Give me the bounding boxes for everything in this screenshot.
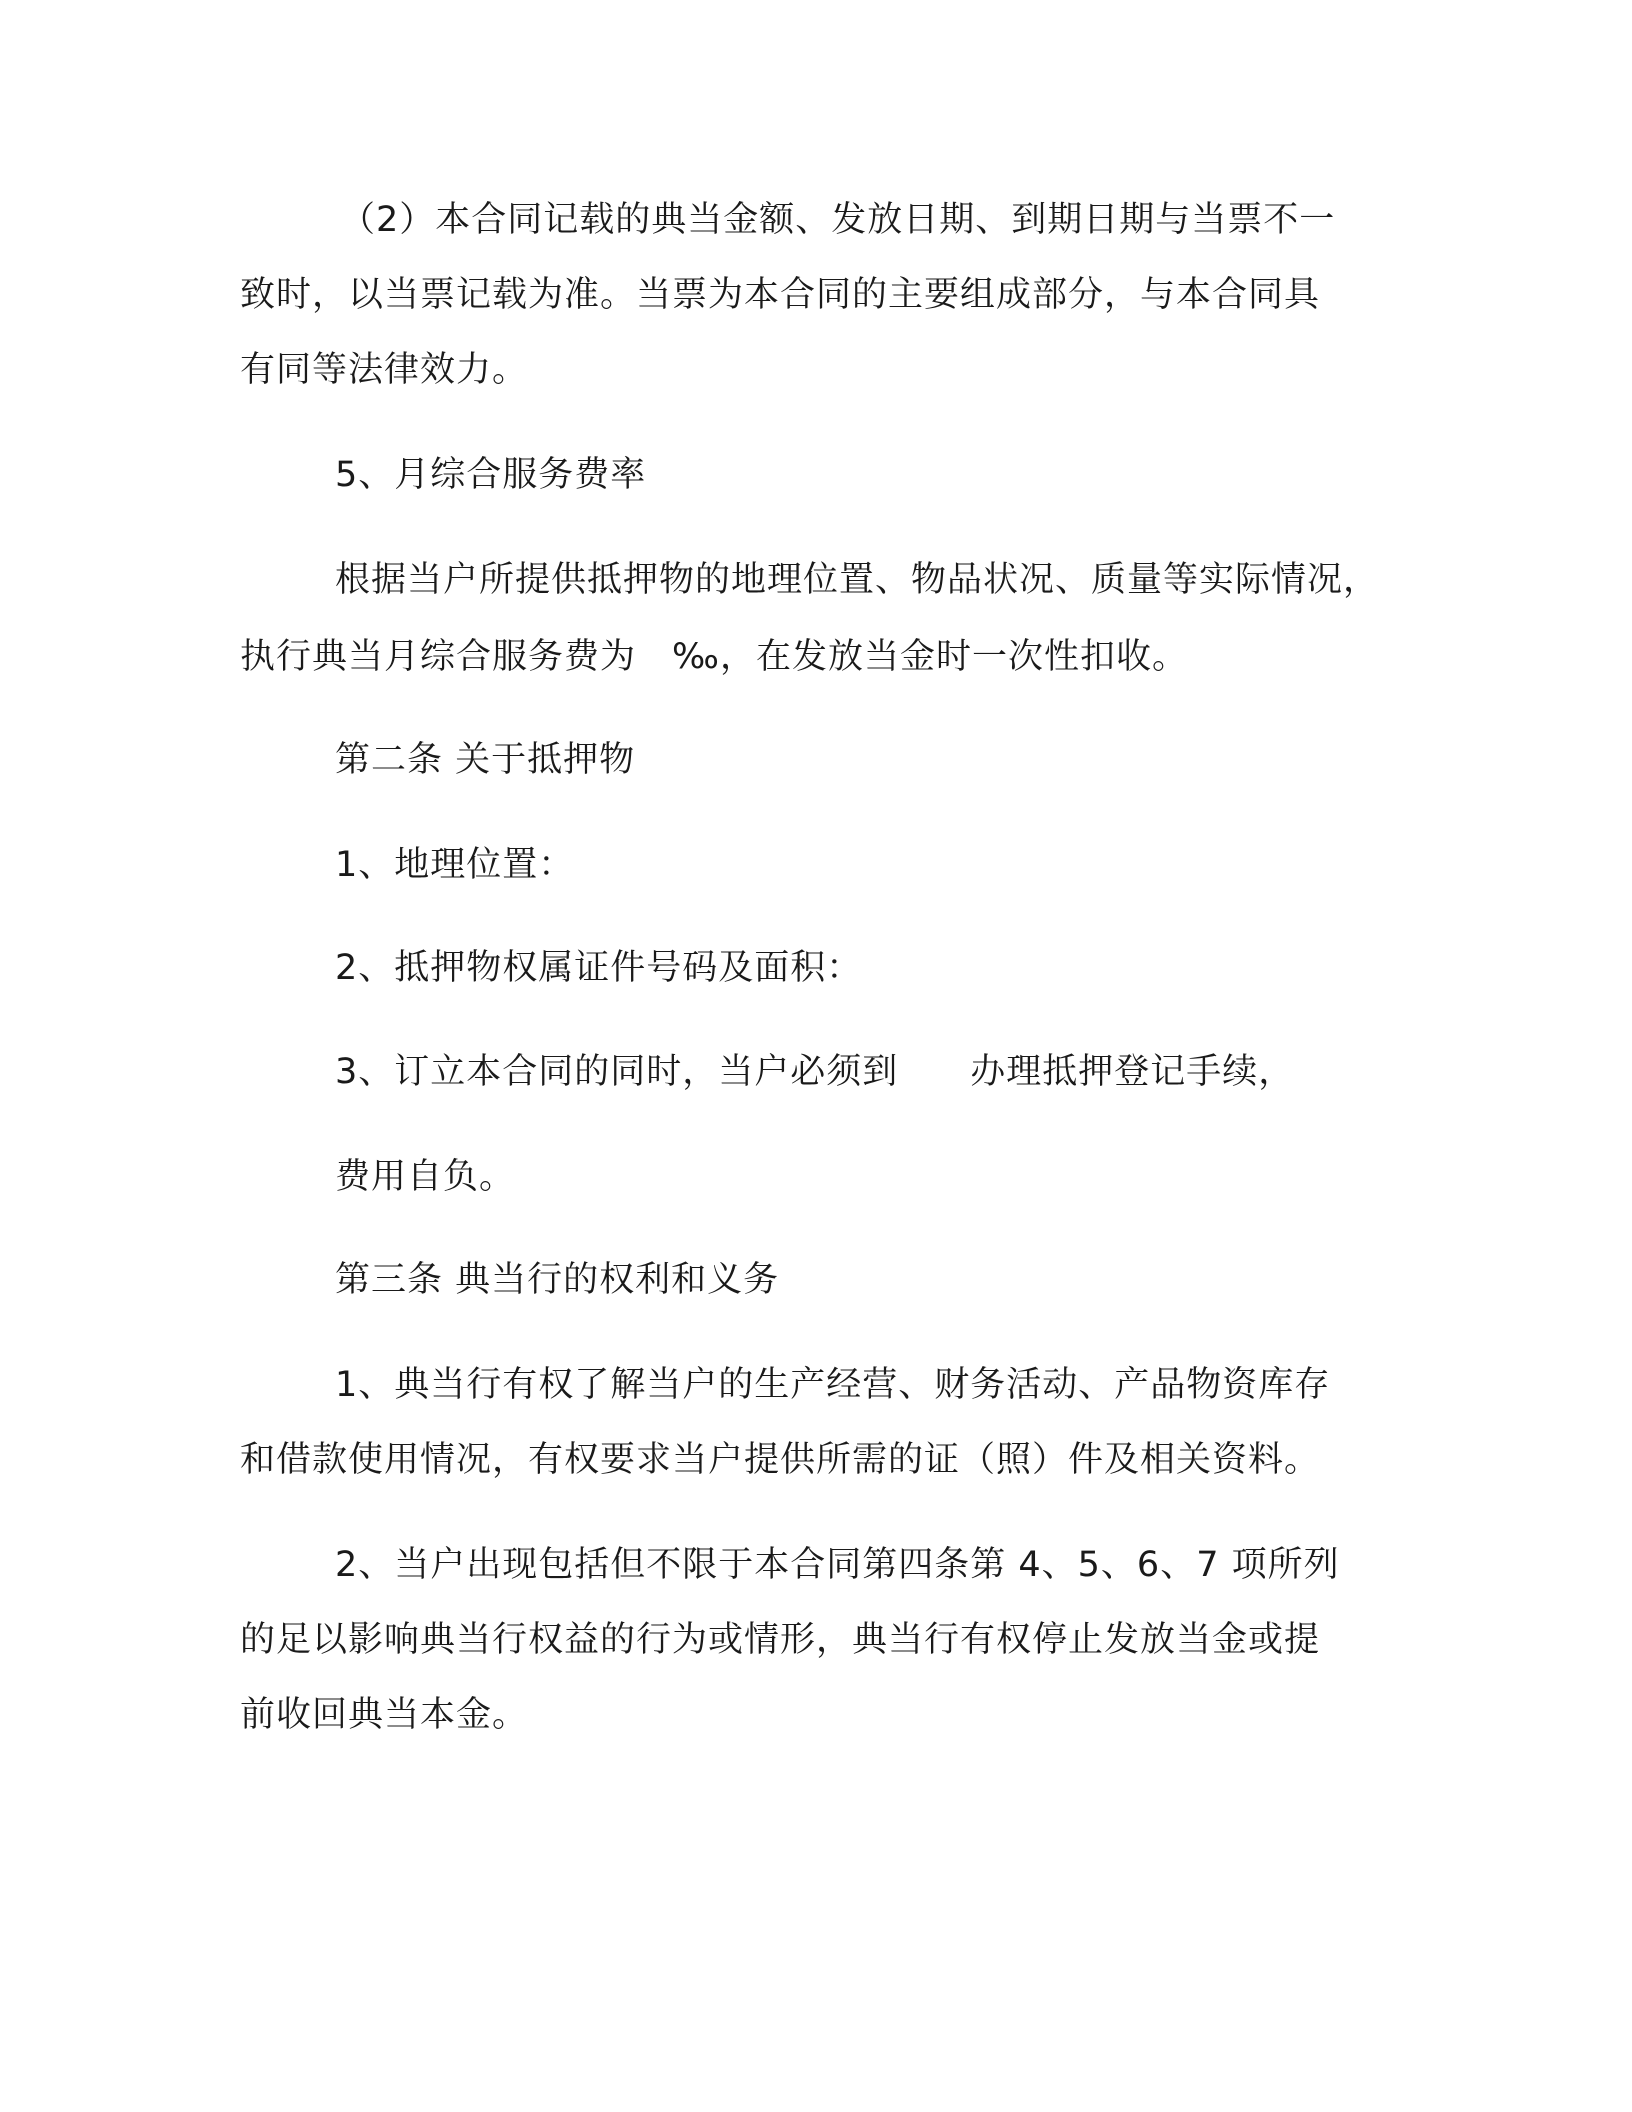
paragraph-line: 和借款使用情况，有权要求当户提供所需的证（照）件及相关资料。	[240, 1440, 1321, 1480]
paragraph-line: （2）本合同记载的典当金额、发放日期、到期日期与当票不一	[340, 200, 1336, 240]
list-item: 1、地理位置：	[335, 845, 575, 885]
article-heading: 第二条 关于抵押物	[335, 740, 636, 780]
paragraph-line: 致时，以当票记载为准。当票为本合同的主要组成部分，与本合同具	[240, 275, 1321, 315]
paragraph-line: 根据当户所提供抵押物的地理位置、物品状况、质量等实际情况，	[335, 560, 1380, 600]
list-item: 3、订立本合同的同时，当户必须到 办理抵押登记手续，	[335, 1052, 1295, 1092]
paragraph-line: 费用自负。	[335, 1157, 516, 1197]
paragraph-line: 有同等法律效力。	[240, 350, 529, 390]
paragraph-line: 的足以影响典当行权益的行为或情形，典当行有权停止发放当金或提	[240, 1620, 1321, 1660]
list-item: 1、典当行有权了解当户的生产经营、财务活动、产品物资库存	[335, 1365, 1331, 1405]
list-item: 2、抵押物权属证件号码及面积：	[335, 948, 863, 988]
paragraph-line: 前收回典当本金。	[240, 1695, 529, 1735]
article-heading: 第三条 典当行的权利和义务	[335, 1260, 780, 1300]
paragraph-line: 执行典当月综合服务费为 ‰，在发放当金时一次性扣收。	[240, 637, 1188, 677]
section-heading: 5、月综合服务费率	[335, 455, 647, 495]
list-item: 2、当户出现包括但不限于本合同第四条第 4、5、6、7 项所列	[335, 1545, 1340, 1585]
